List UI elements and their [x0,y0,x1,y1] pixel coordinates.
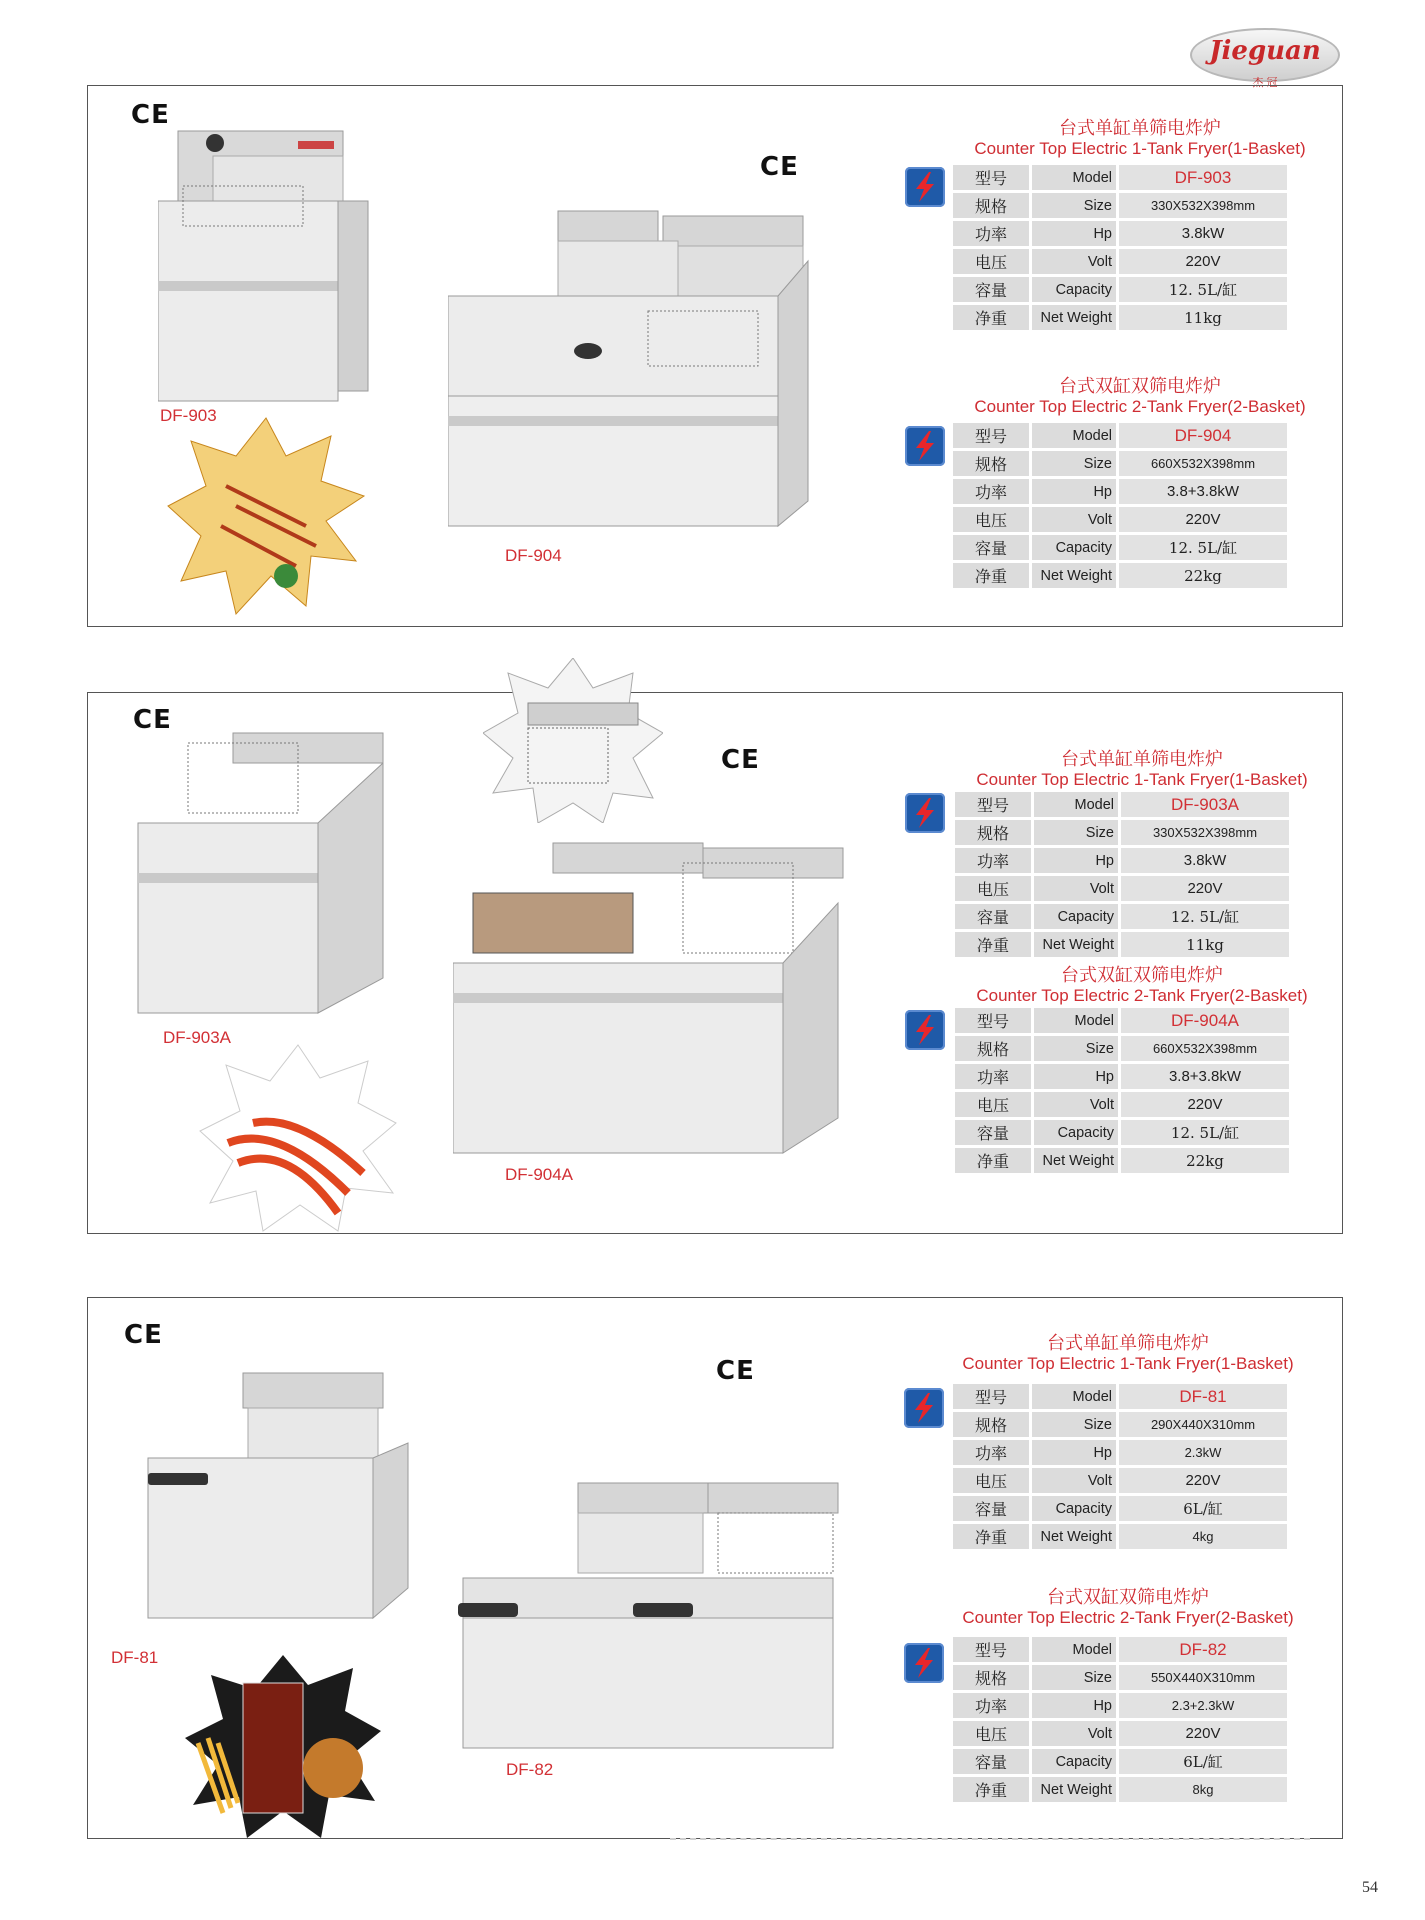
lightning-icon [905,1010,945,1050]
spec-label-en: Capacity [1034,904,1118,929]
spec-label-zh: 型号 [953,165,1029,190]
spec-label-zh: 容量 [953,1749,1029,1774]
spec-value: 3.8kW [1121,848,1289,873]
ce-mark: CE [131,100,170,130]
spec-label-zh: 型号 [953,423,1029,448]
table-row [955,876,1289,901]
photo-label: DF-904A [505,1165,574,1184]
table-row [955,1064,1289,1089]
spec-table [950,420,1290,591]
table-row [953,277,1287,302]
spec-label-en: Size [1032,1665,1116,1690]
table-row [953,1637,1287,1662]
table-row [953,193,1287,218]
table-row [955,1008,1289,1033]
spec-label-zh: 净重 [953,563,1029,588]
table-row [953,507,1287,532]
panel-df-903a-904a [87,692,1343,1234]
spec-label-zh: 功率 [955,848,1031,873]
spec-label-zh: 容量 [953,277,1029,302]
spec-value: 220V [1119,1721,1287,1746]
basket-detail-image [483,658,663,823]
table-row [953,221,1287,246]
spec-label-zh: 容量 [953,535,1029,560]
spec-label-en: Size [1032,193,1116,218]
table-row [953,165,1287,190]
table-row [953,1440,1287,1465]
photo-label: DF-903A [163,1028,232,1047]
spec-label-en: Capacity [1032,277,1116,302]
spec-label-en: Volt [1034,1092,1118,1117]
title-en: Counter Top Electric 1-Tank Fryer(1-Basket) [962,1354,1294,1373]
spec-table [950,162,1290,333]
page-number: 54 [1362,1879,1378,1896]
table-row [953,1749,1287,1774]
title-en: Counter Top Electric 2-Tank Fryer(2-Basket) [976,986,1308,1005]
table-row [953,1468,1287,1493]
fryer-df-903-image [158,111,398,431]
section-title [947,966,1337,1005]
brand-logo [1190,28,1340,88]
spec-label-zh: 电压 [953,1721,1029,1746]
spec-value: 11kg [1119,305,1287,330]
panel-df-81-82 [87,1297,1343,1839]
table-row [953,1721,1287,1746]
spec-value: 12. 5L/缸 [1121,1120,1289,1145]
spec-value: 22kg [1119,563,1287,588]
spec-value: 290X440X310mm [1119,1412,1287,1437]
food-photo-image [166,416,366,616]
table-row [953,1412,1287,1437]
spec-value: DF-904 [1119,423,1287,448]
spec-value: 220V [1119,249,1287,274]
spec-label-zh: 电压 [953,1468,1029,1493]
spec-label-zh: 容量 [955,904,1031,929]
table-row [953,1693,1287,1718]
photo-label: DF-81 [111,1648,159,1667]
spec-label-zh: 功率 [953,1440,1029,1465]
ce-mark: CE [133,705,172,735]
spec-value: 6L/缸 [1119,1496,1287,1521]
photo-label: DF-904 [505,546,562,565]
ce-mark: CE [124,1320,163,1350]
spec-label-zh: 规格 [953,193,1029,218]
spec-label-en: Net Weight [1032,563,1116,588]
spec-label-en: Size [1032,451,1116,476]
table-row [953,479,1287,504]
spec-label-zh: 电压 [953,507,1029,532]
spec-label-zh: 容量 [953,1496,1029,1521]
spec-label-zh: 净重 [953,1777,1029,1802]
lightning-icon [905,167,945,207]
spec-value: 8kg [1119,1777,1287,1802]
spec-value: 11kg [1121,932,1289,957]
spec-label-en: Hp [1034,1064,1118,1089]
spec-label-en: Model [1032,423,1116,448]
fryer-df-904a-image [453,833,863,1163]
title-zh: 台式单缸单筛电炸炉 [1047,1333,1209,1354]
fryer-df-82-image [453,1468,873,1768]
spec-label-en: Hp [1034,848,1118,873]
table-row [953,535,1287,560]
title-zh: 台式单缸单筛电炸炉 [1059,118,1221,139]
spec-table [952,1005,1292,1176]
section-title [933,1334,1323,1373]
spec-value: 220V [1121,876,1289,901]
spec-label-zh: 规格 [955,1036,1031,1061]
spec-label-en: Net Weight [1032,1524,1116,1549]
spec-label-zh: 功率 [953,221,1029,246]
spec-table [952,789,1292,960]
table-row [953,249,1287,274]
table-row [955,904,1289,929]
spec-value: DF-903A [1121,792,1289,817]
spec-value: 330X532X398mm [1121,820,1289,845]
spec-value: 12. 5L/缸 [1119,535,1287,560]
food-photo-image [183,1653,383,1838]
spec-value: 22kg [1121,1148,1289,1173]
table-row [953,563,1287,588]
spec-label-zh: 型号 [953,1384,1029,1409]
lightning-icon [905,793,945,833]
spec-value: 12. 5L/缸 [1121,904,1289,929]
spec-label-zh: 规格 [953,451,1029,476]
table-row [955,1036,1289,1061]
spec-label-en: Volt [1032,1468,1116,1493]
table-row [953,1496,1287,1521]
title-zh: 台式单缸单筛电炸炉 [1061,749,1223,770]
spec-value: 3.8kW [1119,221,1287,246]
spec-value: 6L/缸 [1119,1749,1287,1774]
spec-value: 12. 5L/缸 [1119,277,1287,302]
spec-label-en: Volt [1032,1721,1116,1746]
fryer-df-81-image [143,1363,423,1628]
spec-value: 4kg [1119,1524,1287,1549]
spec-label-en: Volt [1032,249,1116,274]
spec-label-en: Volt [1032,507,1116,532]
spec-label-zh: 净重 [953,305,1029,330]
spec-label-en: Net Weight [1034,932,1118,957]
spec-value: 3.8+3.8kW [1119,479,1287,504]
section-title [933,1588,1323,1627]
spec-label-en: Model [1034,792,1118,817]
spec-label-zh: 型号 [955,792,1031,817]
spec-value: DF-82 [1119,1637,1287,1662]
spec-label-en: Capacity [1034,1120,1118,1145]
spec-label-en: Capacity [1032,1496,1116,1521]
table-row [953,1665,1287,1690]
spec-label-en: Model [1032,165,1116,190]
food-photo-image [198,1043,398,1233]
spec-label-zh: 电压 [955,876,1031,901]
spec-label-zh: 型号 [955,1008,1031,1033]
logo-subtext: 杰 冠 [1252,77,1278,89]
table-row [955,848,1289,873]
lightning-icon [904,1643,944,1683]
spec-label-en: Net Weight [1032,1777,1116,1802]
spec-value: 3.8+3.8kW [1121,1064,1289,1089]
spec-label-zh: 型号 [953,1637,1029,1662]
spec-label-zh: 容量 [955,1120,1031,1145]
title-en: Counter Top Electric 1-Tank Fryer(1-Basket) [974,139,1306,158]
spec-label-zh: 规格 [953,1412,1029,1437]
table-row [953,423,1287,448]
section-title [945,377,1335,416]
lightning-icon [904,1388,944,1428]
table-row [955,1148,1289,1173]
ce-mark: CE [760,152,799,182]
photo-label: DF-82 [506,1760,554,1779]
table-row [953,451,1287,476]
spec-label-zh: 净重 [953,1524,1029,1549]
spec-label-en: Net Weight [1034,1148,1118,1173]
table-row [953,1777,1287,1802]
table-row [955,1092,1289,1117]
spec-value: 2.3+2.3kW [1119,1693,1287,1718]
table-row [955,1120,1289,1145]
table-row [955,792,1289,817]
title-en: Counter Top Electric 2-Tank Fryer(2-Basket) [962,1608,1294,1627]
spec-value: 550X440X310mm [1119,1665,1287,1690]
spec-label-zh: 功率 [953,479,1029,504]
panel-df-903-904 [87,85,1343,627]
spec-label-zh: 电压 [955,1092,1031,1117]
spec-label-en: Hp [1032,1440,1116,1465]
table-row [953,1384,1287,1409]
photo-label: DF-903 [160,406,217,425]
title-en: Counter Top Electric 1-Tank Fryer(1-Basket) [976,770,1308,789]
spec-label-en: Size [1034,1036,1118,1061]
section-title [947,750,1337,789]
spec-label-en: Volt [1034,876,1118,901]
spec-label-zh: 净重 [955,932,1031,957]
spec-value: DF-903 [1119,165,1287,190]
fryer-df-904-image [448,201,868,541]
fryer-df-903a-image [133,728,393,1018]
spec-label-en: Net Weight [1032,305,1116,330]
table-row [953,1524,1287,1549]
spec-value: 330X532X398mm [1119,193,1287,218]
ce-mark: CE [716,1356,755,1386]
spec-label-en: Hp [1032,221,1116,246]
spec-label-en: Model [1034,1008,1118,1033]
spec-value: 660X532X398mm [1121,1036,1289,1061]
spec-label-zh: 净重 [955,1148,1031,1173]
spec-value: DF-81 [1119,1384,1287,1409]
spec-label-en: Model [1032,1637,1116,1662]
logo-wordmark: Jieguan [1209,36,1321,66]
spec-label-en: Size [1034,820,1118,845]
title-zh: 台式双缸双筛电炸炉 [1061,965,1223,986]
spec-label-zh: 规格 [955,820,1031,845]
spec-label-zh: 规格 [953,1665,1029,1690]
spec-value: 2.3kW [1119,1440,1287,1465]
spec-value: DF-904A [1121,1008,1289,1033]
spec-label-en: Model [1032,1384,1116,1409]
spec-label-zh: 功率 [955,1064,1031,1089]
spec-value: 220V [1121,1092,1289,1117]
spec-label-en: Hp [1032,1693,1116,1718]
spec-label-zh: 功率 [953,1693,1029,1718]
title-zh: 台式双缸双筛电炸炉 [1059,376,1221,397]
spec-label-en: Capacity [1032,1749,1116,1774]
title-zh: 台式双缸双筛电炸炉 [1047,1587,1209,1608]
spec-value: 220V [1119,507,1287,532]
table-row [953,305,1287,330]
spec-value: 220V [1119,1468,1287,1493]
section-title [945,119,1335,158]
spec-label-en: Hp [1032,479,1116,504]
spec-label-zh: 电压 [953,249,1029,274]
ce-mark: CE [721,745,760,775]
spec-table [950,1381,1290,1552]
lightning-icon [905,426,945,466]
spec-table [950,1634,1290,1805]
footer-divider [670,1838,1310,1843]
spec-label-en: Capacity [1032,535,1116,560]
table-row [955,820,1289,845]
spec-value: 660X532X398mm [1119,451,1287,476]
title-en: Counter Top Electric 2-Tank Fryer(2-Basket) [974,397,1306,416]
spec-label-en: Size [1032,1412,1116,1437]
table-row [955,932,1289,957]
